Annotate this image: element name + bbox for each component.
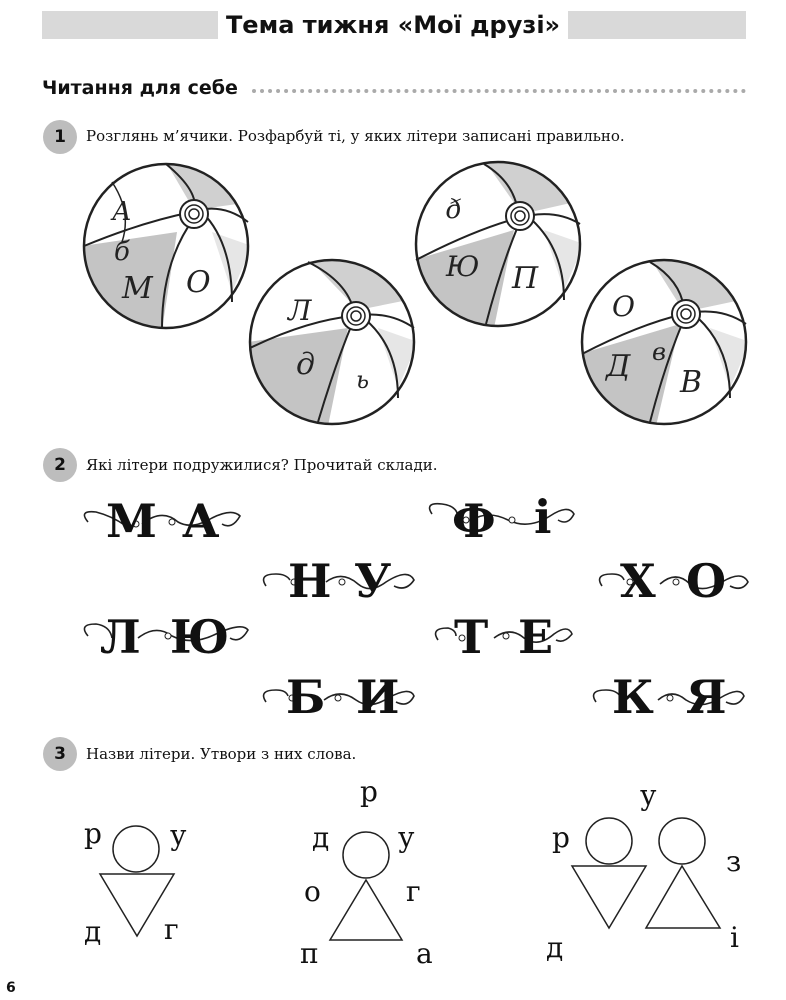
rope-icon bbox=[262, 560, 416, 600]
figure-circle-triangle bbox=[326, 830, 406, 944]
word-letter: з bbox=[726, 845, 742, 878]
page-number: 6 bbox=[6, 980, 16, 996]
ball-3[interactable] bbox=[414, 160, 582, 328]
ball-letter: В bbox=[680, 365, 703, 400]
letter-b: А bbox=[182, 494, 220, 548]
letter-b: Я bbox=[686, 670, 727, 724]
word-letter: г bbox=[406, 875, 421, 908]
ball-letter: А bbox=[112, 197, 132, 227]
task-instruction: Які літери подружилися? Прочитай склади. bbox=[86, 456, 438, 474]
letter-a: Т bbox=[454, 610, 489, 664]
ball-letter: д bbox=[296, 347, 316, 382]
ball-letter: П bbox=[512, 261, 539, 296]
letter-a: Л bbox=[100, 610, 141, 664]
letter-a: Ф bbox=[452, 494, 496, 548]
word-letter: і bbox=[730, 921, 739, 954]
ball-2[interactable] bbox=[248, 258, 416, 426]
section-title: Читання для себе bbox=[42, 77, 238, 99]
word-letter: у bbox=[398, 821, 415, 854]
letter-a: К bbox=[612, 670, 654, 724]
letter-b: У bbox=[354, 554, 392, 608]
rope-icon bbox=[428, 496, 578, 536]
letter-b: Ю bbox=[170, 610, 230, 664]
dotted-divider bbox=[252, 89, 746, 93]
letter-b: і bbox=[534, 490, 552, 544]
letter-a: Н bbox=[288, 554, 332, 608]
letter-pair[interactable] bbox=[598, 550, 752, 610]
ball-letter: б bbox=[114, 237, 130, 267]
letter-b: О bbox=[686, 554, 727, 608]
ball-letter: Д bbox=[606, 349, 631, 384]
ball-letter: М bbox=[122, 271, 153, 306]
letter-b: Е bbox=[518, 610, 554, 664]
word-letter: у bbox=[640, 779, 657, 812]
letter-pair[interactable] bbox=[428, 488, 578, 548]
letter-pair[interactable] bbox=[434, 604, 574, 664]
ball-letter: Ю bbox=[446, 250, 480, 283]
ball-4[interactable] bbox=[580, 258, 748, 426]
ball-letter: в bbox=[652, 338, 666, 366]
word-letter: п bbox=[300, 937, 319, 970]
word-letter: д bbox=[312, 821, 330, 854]
letter-b: И bbox=[356, 670, 400, 724]
word-letter: г bbox=[164, 913, 179, 946]
letter-pair[interactable] bbox=[592, 666, 748, 726]
task-instruction: Назви літери. Утвори з них слова. bbox=[86, 745, 357, 763]
page-title: Тема тижня «Мої друзі» bbox=[225, 11, 561, 39]
word-letter: о bbox=[304, 875, 321, 908]
task-instruction: Розглянь м’ячики. Розфарбуй ті, у яких літери записані правильно. bbox=[86, 127, 625, 145]
letter-pair[interactable] bbox=[262, 666, 418, 726]
word-letter: д bbox=[546, 931, 564, 964]
ball-letter: О bbox=[612, 290, 635, 323]
task-number-badge: 2 bbox=[43, 448, 77, 482]
letter-pair[interactable] bbox=[82, 492, 242, 552]
task-number-badge: 1 bbox=[43, 120, 77, 154]
ball-letter: ь bbox=[356, 366, 370, 394]
word-letter: д bbox=[84, 915, 102, 948]
ball-1[interactable] bbox=[82, 162, 250, 330]
figure-two-shapes bbox=[568, 816, 732, 934]
ball-letter: ð bbox=[446, 195, 462, 225]
letter-a: Б bbox=[286, 670, 326, 724]
word-letter: р bbox=[84, 817, 102, 850]
letter-pair[interactable] bbox=[262, 550, 416, 610]
word-letter: у bbox=[170, 819, 187, 852]
word-letter: р bbox=[360, 775, 378, 808]
word-letter: а bbox=[416, 937, 433, 970]
task-number-badge: 3 bbox=[43, 737, 77, 771]
ball-letter: Л bbox=[288, 294, 312, 327]
word-letter: р bbox=[552, 821, 570, 854]
letter-a: М bbox=[106, 494, 157, 548]
letter-pair[interactable] bbox=[82, 606, 252, 666]
ball-letter: О bbox=[186, 265, 211, 300]
letter-a: Х bbox=[620, 554, 656, 608]
